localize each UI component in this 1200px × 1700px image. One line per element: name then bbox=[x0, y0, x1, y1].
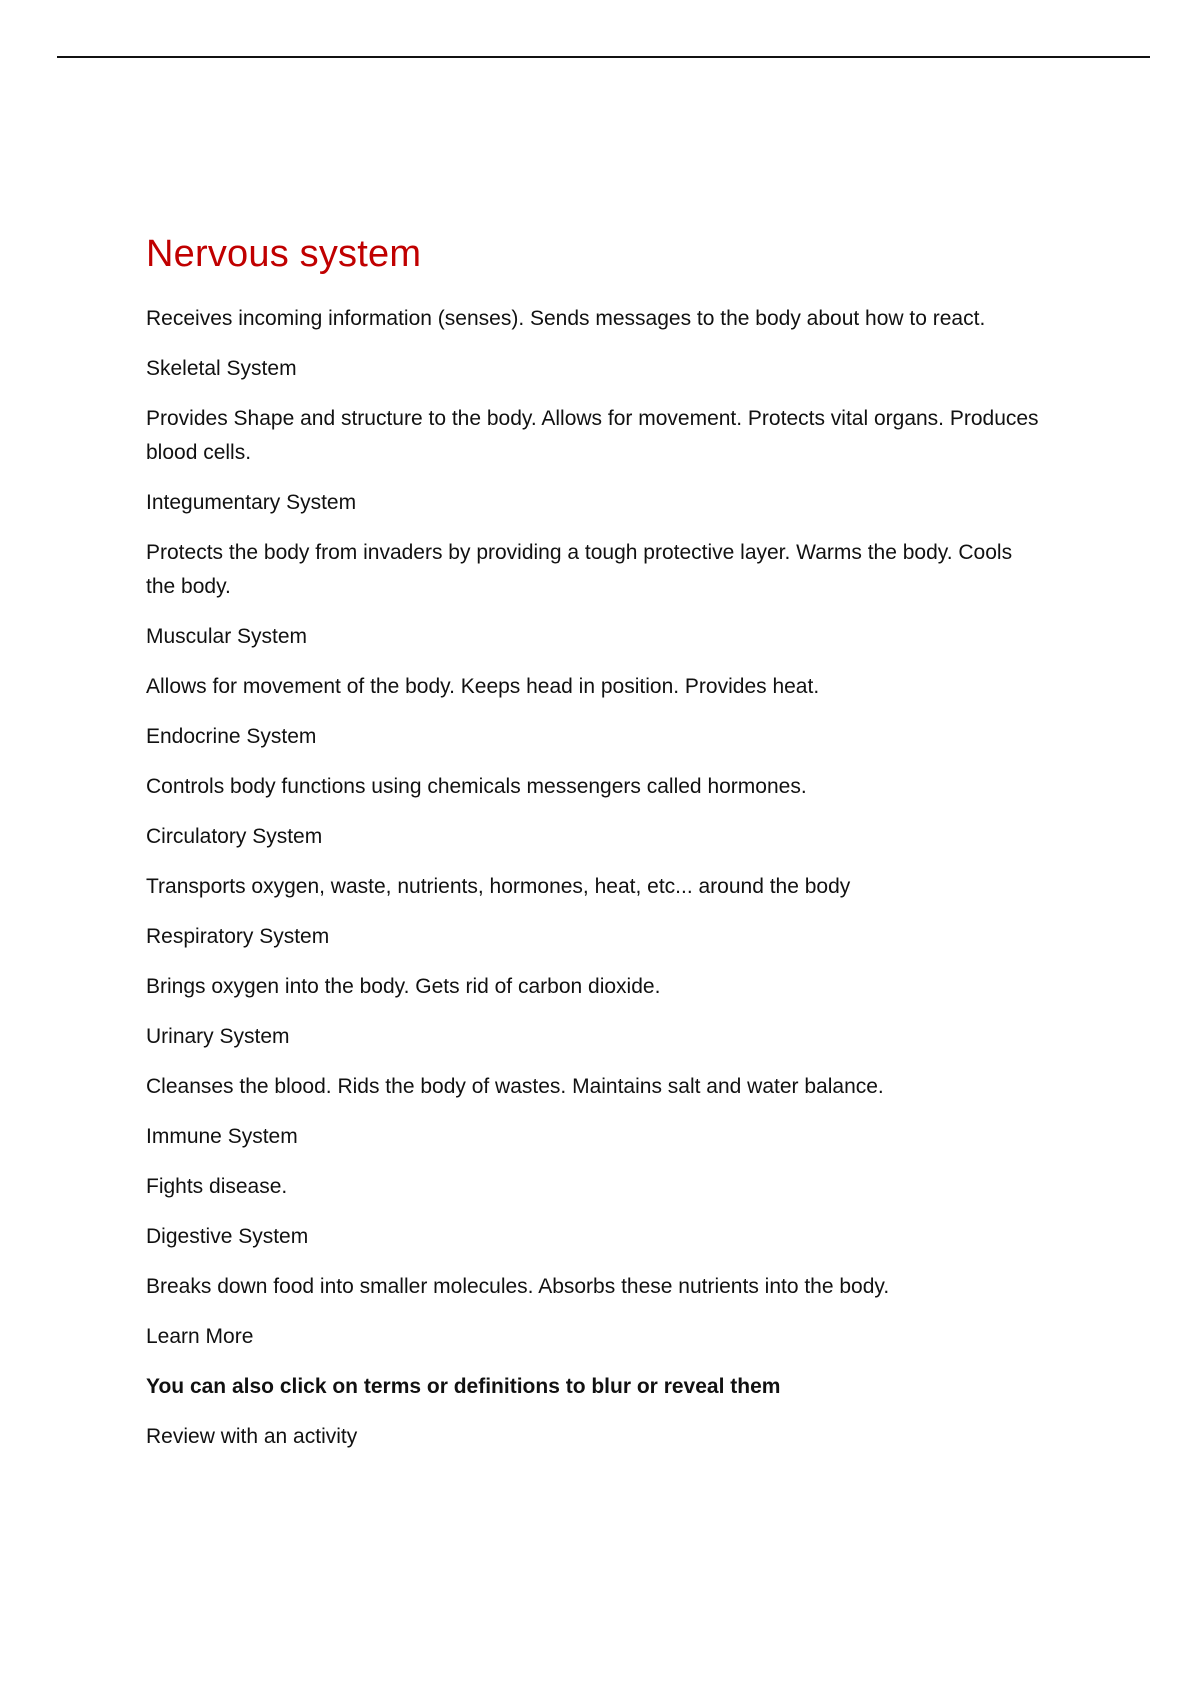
document-body bbox=[146, 230, 1046, 1470]
term-respiratory[interactable]: Respiratory System bbox=[146, 925, 330, 948]
definition-skeletal[interactable]: Provides Shape and structure to the body. Allows for movement. Protects vital organs. Produces blood cells. bbox=[146, 407, 1039, 464]
definition-immune[interactable]: Fights disease. bbox=[146, 1175, 288, 1198]
term-digestive[interactable]: Digestive System bbox=[146, 1225, 309, 1248]
term-skeletal[interactable]: Skeletal System bbox=[146, 357, 297, 380]
term-circulatory[interactable]: Circulatory System bbox=[146, 825, 323, 848]
definition-respiratory[interactable]: Brings oxygen into the body. Gets rid of carbon dioxide. bbox=[146, 975, 661, 998]
term-immune[interactable]: Immune System bbox=[146, 1125, 298, 1148]
definition-endocrine[interactable]: Controls body functions using chemicals messengers called hormones. bbox=[146, 775, 807, 798]
blur-reveal-hint: You can also click on terms or definitions to blur or reveal them bbox=[146, 1375, 781, 1398]
definition-nervous[interactable]: Receives incoming information (senses). Sends messages to the body about how to react. bbox=[146, 307, 986, 330]
page-title: Nervous system bbox=[146, 233, 422, 275]
term-urinary[interactable]: Urinary System bbox=[146, 1025, 290, 1048]
definition-muscular[interactable]: Allows for movement of the body. Keeps head in position. Provides heat. bbox=[146, 675, 820, 698]
definition-digestive[interactable]: Breaks down food into smaller molecules. Absorbs these nutrients into the body. bbox=[146, 1275, 890, 1298]
review-activity-link[interactable]: Review with an activity bbox=[146, 1425, 358, 1448]
top-divider bbox=[57, 56, 1150, 58]
definition-urinary[interactable]: Cleanses the blood. Rids the body of wastes. Maintains salt and water balance. bbox=[146, 1075, 884, 1098]
term-endocrine[interactable]: Endocrine System bbox=[146, 725, 317, 748]
learn-more-link[interactable]: Learn More bbox=[146, 1325, 254, 1348]
term-integumentary[interactable]: Integumentary System bbox=[146, 491, 357, 514]
term-muscular[interactable]: Muscular System bbox=[146, 625, 308, 648]
definition-integumentary[interactable]: Protects the body from invaders by providing a tough protective layer. Warms the body. Cools the body. bbox=[146, 541, 1013, 598]
definition-circulatory[interactable]: Transports oxygen, waste, nutrients, hormones, heat, etc... around the body bbox=[146, 875, 851, 898]
